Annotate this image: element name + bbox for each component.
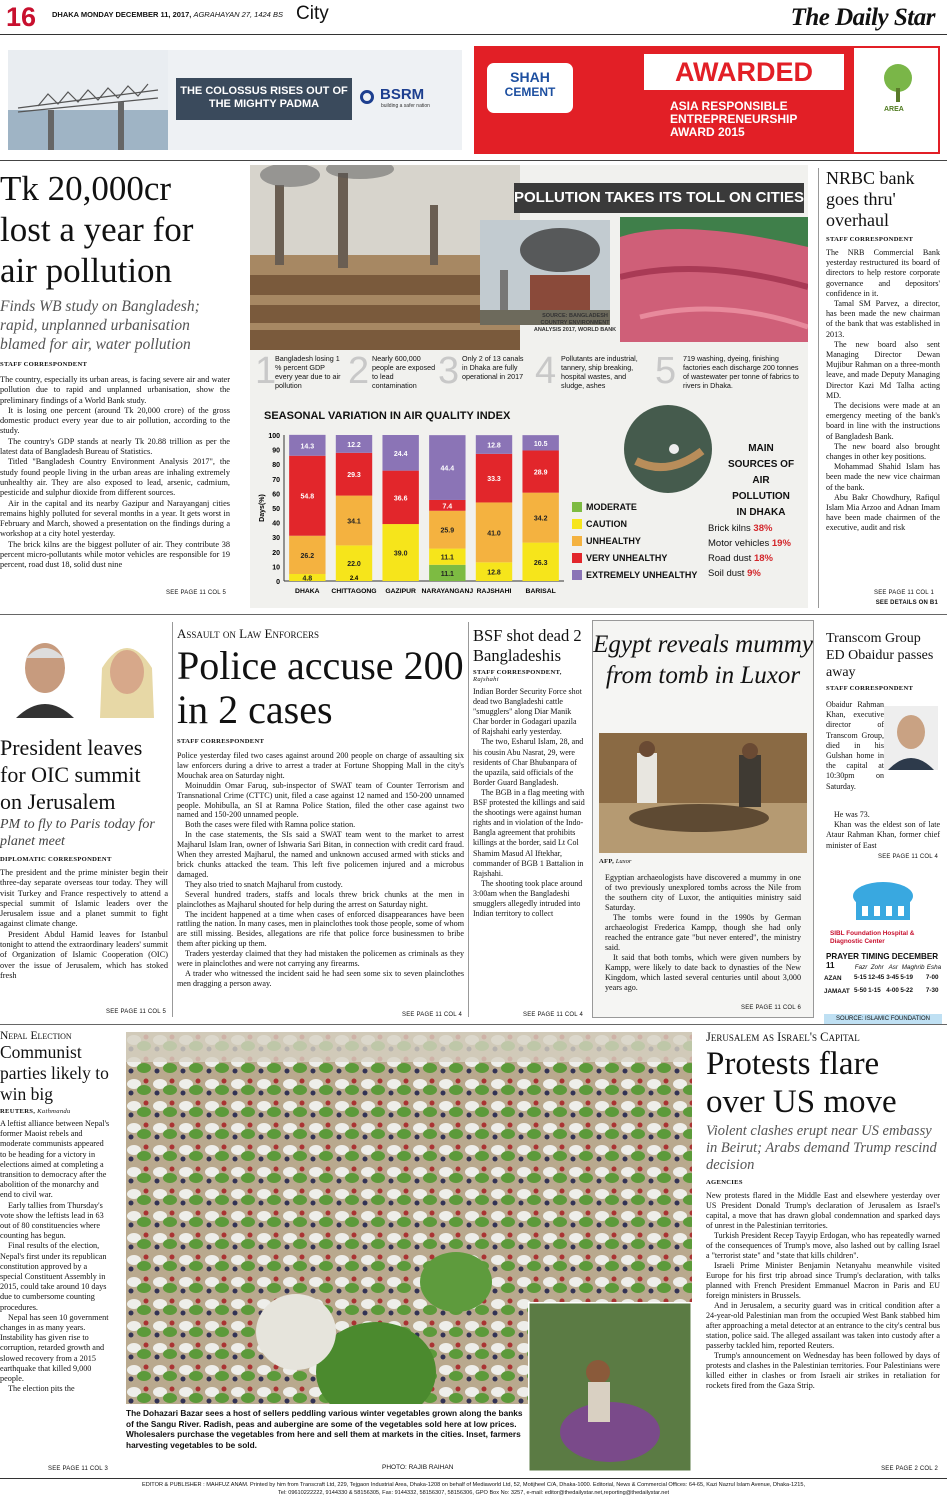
inset-photo	[528, 1302, 692, 1472]
fact-number: 2	[348, 350, 370, 392]
president-paragraph: President Abdul Hamid leaves for Istanbul tonight to attend the extraordinary leaders' summit of Organization of Islamic Cooperation (OIC) over the issue of Jerusalem, which has stoked fresh	[0, 929, 168, 980]
data-label: 26.3	[533, 559, 548, 567]
police-kicker: Assault on Law Enforcers	[177, 626, 319, 641]
dateline-bengali: AGRAHAYAN 27, 1424 BS	[193, 10, 283, 19]
prayer-row-azan	[824, 971, 942, 984]
police-paragraph: Police yesterday filed two cases against around 200 people on charge of assaulting six law enforcers during a drive to arrest a trader at Fortune Shopping Mall in the city's Mouchak area on Saturday night.	[177, 751, 464, 780]
nepal-paragraph: The election pits the	[8, 1384, 75, 1394]
fact-text: Bangladesh losing 1 % percent GDP every year due to air pollution	[275, 354, 341, 390]
bsf-dateline: Rajshahi	[473, 676, 499, 683]
jerusalem-body	[706, 1191, 940, 1391]
nrbc-paragraph: Tamal SM Parvez, a director, has been made the new chairman of the bank that was established in 2013.	[826, 299, 940, 339]
prayer-header-cell: Maghrib	[901, 964, 925, 971]
data-label: 11.1	[440, 570, 454, 578]
nrbc-jump-link[interactable]: SEE PAGE 11 COL 1	[874, 590, 934, 596]
bsf-paragraph: The BGB in a flag meeting with BSF protested the killings and said the shootings were against human rights and in violation of the Indo-Bangla agreement that prohibits killings at the border, said Lt Col Shamim Masud Al Iftekhar, commander of BGB 1 Battalion in Rajshahi.	[473, 787, 585, 878]
transcom-byline: STAFF CORRESPONDENT	[826, 685, 914, 692]
nrbc-body	[826, 248, 940, 534]
bsf-byline	[473, 669, 585, 683]
legend-label: VERY UNHEALTHY	[586, 553, 668, 563]
egypt-headline: Egypt reveals mummy from tomb in Luxor	[593, 631, 813, 689]
prayer-cell: 1-15	[868, 987, 881, 994]
x-tick-label: BARISAL	[525, 588, 556, 595]
president-deck: PM to fly to Paris today for planet meet	[0, 817, 155, 849]
y-tick-label: 10	[272, 564, 280, 572]
footer-rule	[0, 1478, 947, 1479]
prayer-header-cell	[824, 964, 854, 971]
legend-swatch	[572, 536, 582, 546]
chart-legend	[572, 502, 702, 587]
source-brick-kilns: Brick kilns 38%	[708, 523, 773, 534]
data-label: 34.1	[347, 518, 361, 526]
row-rule	[0, 1024, 947, 1025]
nepal-paragraph: Early tallies from Thursday's vote show the leftists lead in 63 out of 80 constituencies where counting has begun.	[0, 1200, 104, 1241]
prayer-header-cell: Fazr	[854, 964, 868, 971]
masthead	[0, 0, 947, 42]
data-label: 12.2	[347, 441, 361, 449]
y-tick-label: 90	[272, 447, 280, 455]
y-tick-label: 50	[272, 506, 280, 513]
nepal-kicker: Nepal Election	[0, 1030, 72, 1042]
photo-credit: PHOTO: RAJIB RAIHAN	[382, 1464, 454, 1471]
mummy-photo	[599, 733, 807, 853]
prayer-row-jamaat	[824, 984, 942, 997]
prayer-cell: 5-15	[854, 974, 867, 981]
nrbc-paragraph: The new board also brought changes in other key positions.	[826, 441, 940, 462]
legend-item	[572, 570, 702, 580]
data-label: 14.3	[300, 443, 315, 451]
egypt-paragraph: The tombs were found in the 1990s by German archaeologist Frederica Kampp, though she had only reached the entrance gate "but never entered", the ministry said.	[605, 913, 801, 952]
prayer-header-cell: Esha	[926, 964, 942, 971]
president-body	[0, 868, 168, 981]
prayer-cell: 3-45	[886, 974, 899, 981]
imprint	[0, 1481, 947, 1497]
egypt-paragraph: Egyptian archaeologists have discovered a mummy in one of two previously unexplored tombs across the Nile from the southern city of Luxor, the antiquities ministry said Saturday.	[605, 873, 801, 912]
legend-swatch	[572, 570, 582, 580]
legend-label: EXTREMELY UNHEALTHY	[586, 570, 698, 580]
transcom-paragraph: Khan was the eldest son of late Ataur Rahman Khan, former chief minister of East	[826, 820, 940, 850]
area-logo-text: AREA	[884, 106, 904, 113]
president-story	[0, 622, 168, 1017]
x-tick-label: CHITTAGONG	[331, 588, 377, 595]
lead-paragraph: The country, especially its urban areas, is facing severe air and water pollution due to rapid and unplanned urbanisation, show the preliminary findings of a World Bank study.	[0, 375, 230, 405]
y-tick-label: 80	[272, 462, 280, 470]
president-jump-link[interactable]: SEE PAGE 11 COL 5	[106, 1009, 166, 1015]
egypt-byline	[599, 858, 631, 865]
awarded-banner	[644, 54, 844, 90]
x-tick-label: DHAKA	[295, 588, 320, 595]
y-axis-label: Days(%)	[259, 494, 266, 522]
bsf-body	[473, 687, 585, 919]
shah-brand-line1: SHAH	[510, 69, 550, 85]
police-body	[177, 751, 464, 989]
nepal-paragraph: A leftist alliance between Nepal's former Maoist rebels and moderate communists appeared to be heading for a victory in elections aimed at completing a transition to democracy after the abolition of the monarchy and end to civil war.	[0, 1119, 110, 1200]
main-sources-list	[708, 521, 791, 581]
area-logo-box	[854, 48, 940, 154]
dateline	[52, 10, 283, 19]
lead-deck: Finds WB study on Bangladesh; rapid, unplanned urbanisation blamed for air, water pollution	[0, 298, 200, 353]
paper-logo: The Daily Star	[790, 4, 935, 31]
jerusalem-paragraph: Israeli Prime Minister Benjamin Netanyahu meanwhile visited Europe for his first trip abroad since Trump's declaration, with talks planned with French President Emmanuel Macron in Paris and EU foreign ministers in Brussels.	[706, 1261, 940, 1300]
data-label: 4.8	[302, 575, 313, 583]
data-label: 11.1	[440, 554, 454, 562]
y-tick-label: 40	[272, 520, 280, 528]
data-label: 39.0	[393, 550, 408, 558]
column-rule	[468, 622, 469, 1017]
lead-headline: Tk 20,000cr lost a year for air pollution	[0, 169, 194, 290]
bsf-jump-link[interactable]: SEE PAGE 11 COL 4	[523, 1012, 583, 1018]
section-name: City	[296, 3, 329, 24]
prayer-timing-box	[824, 868, 942, 1026]
y-tick-label: 70	[272, 476, 280, 484]
nepal-paragraph: Nepal has seen 10 government changes in as many years. Instability has given rise to corruption, retarded growth and slowed recovery from a 2015 earthquake that killed 9,000 people.	[0, 1312, 109, 1384]
jerusalem-byline: AGENCIES	[706, 1179, 743, 1186]
legend-label: UNHEALTHY	[586, 536, 641, 546]
data-label: 44.4	[440, 465, 455, 473]
police-paragraph: Both the cases were filed with Ramna police station.	[185, 820, 356, 830]
legend-item	[572, 536, 702, 546]
y-tick-label: 0	[276, 579, 280, 586]
fact-2	[348, 352, 436, 400]
data-label: 54.8	[300, 493, 315, 501]
imprint-line2: Tel: 09610222222, 9144330 & 58156305, Fax: 9144332, 58156307, 58156306, GPO Box No: 3257, e-mail: editor@thedailystar.net,reporting@thedailystar.net	[277, 1490, 670, 1496]
data-label: 10.5	[533, 440, 548, 448]
police-paragraph: Traders yesterday claimed that they had mistaken the policemen as criminals as they were in plainclothes and were not carrying any firearms.	[177, 949, 464, 969]
fact-text: 719 washing, dyeing, finishing factories each discharge 200 tonnes of wastewater per tonne of fabrics to rivers in Dhaka.	[683, 354, 799, 390]
nrbc-details-link[interactable]: SEE DETAILS ON B1	[875, 600, 938, 606]
bsrm-brand: BSRM	[380, 86, 425, 103]
transcom-paragraph: Obaidur Rahman Khan, executive director of Transcom Group, died in his Gulshan home in the capital at 10:30pm on Saturday.	[826, 700, 884, 791]
fact-number: 3	[438, 350, 460, 392]
bsrm-logo-icon	[360, 90, 374, 104]
egypt-jump-link[interactable]: SEE PAGE 11 COL 6	[741, 1005, 801, 1011]
jerusalem-deck: Violent clashes erupt near US embassy in Beirut; Arabs demand Trump rescind decision	[706, 1123, 937, 1173]
aqi-stacked-bar-chart	[254, 427, 574, 607]
lead-paragraph: Air in the capital and its nearby Gazipur and Narayanganj cities remains highly polluted for several months in a year. It gets worst in February and March, showed a presentation on the findings during a workshop at a city hotel yesterday.	[0, 498, 230, 539]
data-label: 12.8	[487, 442, 501, 450]
award-line1: ASIA RESPONSIBLE	[670, 99, 788, 113]
fact-text: Only 2 of 13 canals in Dhaka are fully operational in 2017	[462, 354, 524, 381]
data-label: 24.4	[393, 450, 408, 458]
data-label: 2.4	[349, 576, 359, 582]
prayer-sponsor: SIBL Foundation Hospital & Diagnostic Center	[830, 930, 915, 945]
prayer-cell: 7-30	[925, 987, 939, 994]
photo-caption: The Dohazari Bazar sees a host of sellers peddling various winter vegetables grown along the banks of the Sangu River. Radish, peas and aubergine are some of the vegetables sold here at low prices. Wholesalers purchase the vegetables from here and sell them at markets in the cities. Inset, farmers harvesting vegetables to be sold.	[126, 1408, 523, 1450]
data-label: 25.9	[440, 527, 455, 535]
prayer-header-cell: Asr	[888, 964, 899, 971]
prayer-cell: AZAN	[824, 975, 842, 982]
president-headline: President leaves for OIC summit on Jerusalem	[0, 735, 143, 814]
jerusalem-paragraph: Trump's announcement on Wednesday has been followed by days of protests and clashes in the Palestinian territories. Four Palestinians were killed either in clashes or from Israeli air strikes in retaliation for rockets fired from the Gaza Strip.	[706, 1351, 940, 1390]
bsf-headline: BSF shot dead 2 Bangladeshis	[473, 626, 582, 665]
fact-4	[535, 352, 645, 400]
police-paragraph: The incident happened at a time when cases of enforced disappearances have been rattling the nation. In many cases, men in plainclothes took those people, some of whom are still missing. Besides, allegations are rife that police force businessmen to bribe them after picking up them.	[177, 909, 464, 949]
police-paragraph: They also tried to snatch Majharul from custody.	[185, 879, 343, 889]
shah-cement-ad	[474, 46, 940, 154]
chart-title: SEASONAL VARIATION IN AIR QUALITY INDEX	[264, 410, 511, 422]
police-jump-link[interactable]: SEE PAGE 11 COL 4	[402, 1012, 462, 1018]
data-label: 7.4	[442, 503, 453, 511]
fact-5	[655, 352, 805, 400]
prayer-cell: 4-00	[886, 987, 899, 994]
legend-swatch	[572, 519, 582, 529]
police-byline: STAFF CORRESPONDENT	[177, 738, 265, 745]
award-line2: ENTREPRENEURSHIP	[670, 112, 798, 126]
shah-brand-line2: CEMENT	[504, 85, 556, 99]
dyed-river-photo	[620, 217, 808, 342]
row-rule	[0, 614, 947, 615]
legend-swatch	[572, 502, 582, 512]
fact-1	[255, 352, 343, 400]
lead-paragraph: Titled "Bangladesh Country Environment Analysis 2017", the study found people living in the urban areas are inhaling extremely unhealthy air. They are also exposed to lead, arsenic, cadmium, pesticide and sulphur dioxide from different sources.	[0, 457, 230, 498]
boat-photo	[622, 403, 714, 495]
y-tick-label: 60	[272, 491, 280, 499]
data-label: 28.9	[533, 469, 548, 477]
data-label: 26.2	[300, 552, 315, 560]
egypt-body	[605, 873, 801, 993]
lead-story	[0, 168, 230, 600]
transcom-jump-link[interactable]: SEE PAGE 11 COL 4	[878, 854, 938, 860]
prayer-cell: 7-00	[925, 974, 939, 981]
transcom-headline: Transcom Group ED Obaidur passes away	[826, 631, 934, 680]
bsrm-slogan: THE COLOSSUS RISES OUT OF THE MIGHTY PADMA	[180, 85, 348, 110]
nrbc-headline: NRBC bank goes thru' overhaul	[826, 168, 915, 230]
legend-item	[572, 553, 702, 563]
nepal-headline: Communist parties likely to win big	[0, 1042, 109, 1104]
fact-number: 4	[535, 350, 557, 392]
president-byline: DIPLOMATIC CORRESPONDENT	[0, 856, 112, 863]
legend-label: MODERATE	[586, 502, 637, 512]
jerusalem-headline: Protests flare over US move	[706, 1046, 897, 1120]
column-rule	[172, 622, 173, 1017]
lead-paragraph: It is losing one percent (around Tk 20,000 crore) of the gross domestic product every year due to air pollution, according to the study.	[0, 405, 230, 436]
police-paragraph: In the case statements, the SIs said a SWAT team went to the market to arrest Majharul Islam Iran, owner of Ishwaria Sari Bitan, in connection with credit card fraud. When they arrested Majharul, the named and unknown accused armed with sticks and brick chunks attacked the team. This left five policemen injured and a microbus damaged.	[177, 830, 464, 879]
police-story	[177, 626, 464, 1018]
prayer-cell: 12-45	[868, 974, 885, 981]
prime-minister-portrait	[88, 628, 166, 718]
x-tick-label: NARAYANGANJ	[421, 588, 474, 595]
market-photo-block	[126, 1032, 692, 1472]
nepal-byline	[0, 1108, 110, 1115]
nrbc-paragraph: The decisions were made at an emergency meeting of the bank's board in line with the instructions of Bangladesh Bank.	[826, 401, 940, 441]
data-label: 33.3	[487, 476, 501, 484]
jerusalem-story	[706, 1030, 940, 1472]
fact-3	[438, 352, 528, 400]
nrbc-paragraph: Abu Bakr Chowdhury, Rafiqul Islam Mia Arzoo and Adnan Imam have been made chairmen of the executive, audit and risk	[826, 492, 940, 533]
jerusalem-paragraph: And in Jerusalem, a security guard was in critical condition after a 24-year-old Palestinian man from the occupied West Bank stabbed him after approaching a metal detector at an entrance to the city's central bus station, police said. The alleged assailant was taken into custody after a passerby tackled him, reported Reuters.	[706, 1301, 940, 1350]
fact-number: 1	[255, 350, 277, 392]
police-paragraph: Several hundred traders, staffs and locals threw brick chunks at the men in plainclothes as Majharul shouted for help during the arrest on Saturday night.	[177, 889, 464, 909]
data-label: 41.0	[487, 530, 501, 538]
jerusalem-paragraph: New protests flared in the Middle East and elsewhere yesterday over US President Donald Trump's declaration of Jerusalem as Israel's capital, a move that has drawn global condemnation and sparked days of unrest in the Palestinian territories.	[706, 1191, 940, 1230]
y-tick-label: 100	[268, 433, 280, 440]
president-portrait	[6, 630, 84, 718]
obaidur-portrait	[884, 706, 938, 770]
awarded-text: AWARDED	[674, 57, 813, 87]
prayer-header-row	[824, 964, 942, 971]
bsf-byline-name: STAFF CORRESPONDENT,	[473, 669, 562, 676]
award-title	[670, 100, 797, 139]
x-tick-label: RAJSHAHI	[476, 588, 512, 595]
transcom-story	[826, 630, 940, 860]
lead-paragraph: The brick kilns are the biggest polluter of air. They contribute 38 percent micro-pollutants while motor vehicles are responsible for 19 percent, road dust 18, solid dust nine	[0, 539, 230, 570]
fact-text: Pollutants are industrial, tannery, ship breaking, hospital wastes, and sludge, ashes	[561, 354, 638, 390]
fact-number: 5	[655, 350, 677, 392]
prayer-cell: 5-50	[854, 987, 867, 994]
bsf-story	[473, 626, 585, 1018]
prayer-source: SOURCE: ISLAMIC FOUNDATION	[824, 1014, 942, 1024]
nepal-jump-link[interactable]: SEE PAGE 11 COL 3	[48, 1466, 108, 1472]
egypt-paragraph: It said that both tombs, which were given numbers by Kampp, were likely to date back to dynasties of the New Kingdom, which lasted several centuries until about 3,000 years ago.	[605, 953, 801, 992]
legend-label: CAUTION	[586, 519, 627, 529]
lead-body	[0, 375, 230, 571]
legend-item	[572, 502, 702, 512]
bsrm-slogan-box	[176, 78, 352, 120]
top-rule	[0, 160, 947, 161]
bsf-paragraph: The shooting took place around 3:00am when the Bangladeshi smugglers allegedly intruded into Indian territory to collect	[473, 878, 583, 919]
column-rule	[818, 168, 819, 608]
jerusalem-kicker: Jerusalem as Israel's Capital	[706, 1030, 860, 1044]
source-road-dust: Road dust 18%	[708, 553, 773, 564]
prayer-cell: 5-19	[900, 974, 913, 981]
nrbc-paragraph: The NRB Commercial Bank yesterday restructured its board of directors to help restore corporate governance and depositors' confidence in it.	[826, 248, 940, 298]
prayer-header-cell: Zohr	[870, 964, 884, 971]
legend-item	[572, 519, 702, 529]
industrial-smoke-photo	[480, 220, 610, 325]
prayer-title: PRAYER TIMING DECEMBER 11	[826, 952, 939, 970]
dateline-date: DHAKA MONDAY DECEMBER 11, 2017,	[52, 10, 192, 19]
prayer-cell: 5-22	[900, 987, 913, 994]
nepal-paragraph: Final results of the election, Nepal's first under its republican constitution approved by a special Constituent Assembly in 2015, could take around 10 days due to cumbersome counting procedures.	[0, 1241, 107, 1312]
shah-logo-box	[484, 60, 576, 116]
jerusalem-jump-link[interactable]: SEE PAGE 2 COL 2	[881, 1466, 938, 1472]
graphic-source: SOURCE: BANGLADESH COUNTRY ENVIRONMENT ANALYSIS 2017, WORLD BANK	[533, 313, 617, 333]
award-line3: AWARD 2015	[670, 125, 745, 139]
police-paragraph: Moinuddin Omar Faruq, sub-inspector of SWAT team of Counter Terrorism and Transnational Crime (CTTC) unit, filed a case against 12 named and 150-200 unnamed people. Mohibulla, an SI at Ramna Police Station, filed the other case against two named and 150-200 unnamed people.	[177, 780, 464, 820]
legend-swatch	[572, 553, 582, 563]
x-tick-label: GAZIPUR	[385, 588, 416, 595]
masthead-rule	[0, 34, 947, 35]
prayer-cell: JAMAAT	[824, 988, 850, 995]
data-label: 36.6	[393, 495, 408, 503]
nepal-body	[0, 1119, 110, 1394]
fact-text: Nearly 600,000 people are exposed to lead contamination	[372, 354, 436, 390]
imprint-line1: EDITOR & PUBLISHER : MAHFUZ ANAM. Printed by him from Transcraft Ltd, 229, Tejgaon Industrial Area, Dhaka-1208 on behalf of Mediaworld Ltd, 52, Motijheel C/A, Dhaka-1000. Editorial, News & Commercial Offices: 64-65, Kazi Nazrul Islam Avenue, Dhaka-1215,	[141, 1482, 806, 1488]
nrbc-byline: STAFF CORRESPONDENT	[826, 236, 914, 243]
source-soil-dust: Soil dust 9%	[708, 568, 761, 579]
bsrm-ad	[8, 50, 462, 150]
main-sources-title: MAIN SOURCES OF AIR POLLUTION IN DHAKA	[727, 443, 795, 518]
lead-jump-link[interactable]: SEE PAGE 11 COL 5	[166, 590, 226, 596]
y-tick-label: 20	[272, 549, 280, 557]
nrbc-paragraph: Mohammad Shahid Islam has been made the new vice chairman of the bank.	[826, 462, 940, 492]
data-label: 29.3	[347, 472, 361, 480]
president-paragraph: The president and the prime minister begin their three-day separate overseas tour today. They will visit Turkey and France respectively to attend a special summit of Islamic leaders over the Jerusalem issue and a planet summit to fight against climate change.	[0, 868, 168, 929]
egypt-dateline: Luxor	[615, 858, 632, 865]
sibl-hospital-logo	[848, 870, 918, 928]
jerusalem-paragraph: Turkish President Recep Tayyip Erdogan, who has repeatedly warned of the consequences of Trump's move, also lashed out by calling Israel a "terrorist state" and "state that kills children".	[706, 1231, 940, 1260]
bsrm-tagline: building a safer nation	[381, 103, 430, 109]
nrbc-story	[826, 168, 940, 608]
bsf-paragraph: The two, Esharul Islam, 28, and his cousin Abu Nasrat, 29, were residents of Char Bhubanpara of the upazila, said officials of the Border Guard Bangladesh.	[473, 737, 584, 787]
pollution-graphic	[250, 165, 808, 608]
page-number: 16	[6, 2, 37, 32]
police-headline: Police accuse 200 in 2 cases	[177, 643, 464, 732]
nepal-dateline: Kathmandu	[37, 1108, 71, 1115]
nrbc-paragraph: The new board also sent Managing Director Dewan Mujibur Rahman on a three-month leave, and made Deputy Managing Director Kazi Md Talha acting MD.	[826, 339, 940, 400]
nepal-byline-agency: REUTERS,	[0, 1108, 36, 1115]
nepal-story	[0, 1030, 110, 1472]
egypt-story	[592, 620, 814, 1018]
prayer-table	[824, 964, 942, 997]
graphic-banner: POLLUTION TAKES ITS TOLL ON CITIES	[514, 183, 804, 213]
bsf-paragraph: Indian Border Security Force shot dead two Bangladeshi cattle "smugglers" along Diar Manik Char border in Godagari upazila of Rajshahi early yesterday.	[473, 687, 582, 737]
egypt-byline-agency: AFP,	[599, 858, 615, 865]
transcom-paragraph: He was 73.	[834, 810, 870, 819]
police-paragraph: A trader who witnessed the incident said he had seen some six to seven plainclothes men dragging a person away.	[177, 968, 464, 988]
lead-paragraph: The country's GDP stands at nearly Tk 20.88 trillion as per the latest data of Bangladesh Bureau of Statistics.	[0, 436, 230, 457]
data-label: 12.8	[487, 569, 501, 577]
data-label: 22.0	[347, 561, 361, 569]
tree-icon	[878, 60, 918, 104]
data-label: 34.2	[533, 515, 548, 523]
source-motor-vehicles: Motor vehicles 19%	[708, 538, 791, 549]
lead-byline: STAFF CORRESPONDENT	[0, 361, 88, 368]
y-tick-label: 30	[272, 535, 280, 543]
